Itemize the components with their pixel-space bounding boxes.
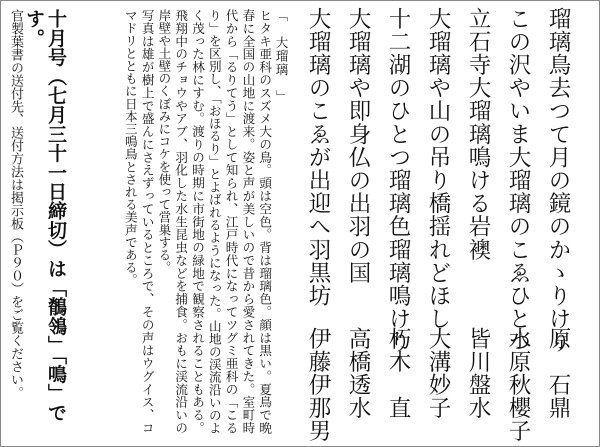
article-paragraph: 写真は雄が樹上で盛んにさえずっているところで、その声はウグイス、コマドリとともに日本三鳴鳥とされる美声である。	[122, 9, 155, 434]
notice-sub: 官製葉書の送付先、送付方法は掲示板（Ｐ９０）をご覧ください。	[8, 9, 23, 399]
haiku-line: 立石寺大瑠璃鳴ける岩襖	[465, 7, 491, 262]
haiku-author: 朽木 直	[385, 327, 411, 420]
haiku-line: この沢やいま大瑠璃のこゑひとつ	[505, 7, 531, 354]
haiku-author: 皆川盤水	[465, 327, 491, 420]
article-heading: 「 大瑠璃 」	[274, 9, 289, 104]
haiku-line: 十二湖のひとつ瑠璃色瑠璃鳴けり	[385, 7, 411, 354]
haiku-author: 原 石鼎	[545, 327, 571, 420]
haiku-line: 大瑠璃や山の吊り橋揺れどほし	[425, 7, 451, 331]
haiku-line: 大瑠璃や即身仏の出羽の国	[345, 7, 371, 285]
haiku-author: 伊藤伊那男	[305, 327, 331, 443]
article-paragraph: ヒタキ亜科のスズメ大の鳥。頭は空色。背は瑠璃色。顔は黒い。夏鳥で晩春に全国の山地に渡来。姿と声が美しいので昔から愛されてきた。室町時代から「るりてう」として知られ、江戸時代になってツグミ亜科の「こるり」を区別し、「おほるり」とよばれるようになった。山地の渓流沿いのよく茂った林にすむ。渡りの時期に市街地の緑地で観察されることもある。飛翔中のチョウやアブ、羽化した水生昆虫などを捕食。おもに渓流沿いの岸壁や土壁のくぼみにコケを使って営巣する。	[156, 9, 273, 434]
haiku-author: 高橋透水	[345, 327, 371, 420]
article-oruri	[121, 9, 289, 434]
haiku-author: 大溝妙子	[425, 327, 451, 420]
haiku-author: 水原秋櫻子	[505, 327, 531, 443]
submission-notice	[7, 9, 67, 439]
notice-main: 十月号（七月三十一日締切）は「鶺鴒」「鳴」です。	[23, 9, 67, 422]
haiku-line: 大瑠璃のこゑが出迎へ羽黒坊	[305, 7, 331, 308]
haiku-line: 瑠璃鳥去つて月の鏡のかゝりけり	[545, 7, 571, 354]
